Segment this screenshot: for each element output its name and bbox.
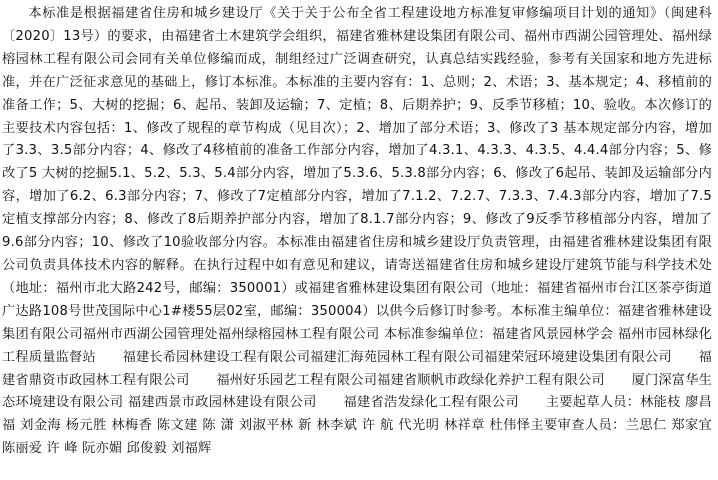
body-paragraph: 本标准是根据福建省住房和城乡建设厅《关于关于公布全省工程建设地方标准复审修编项目计划的通知》（闽建科〔2020〕13号）的要求，由福建省土木建筑学会组织，福建省雅林建设集团有限公司、福州市西湖公园管理处、福州绿榕园林工程有限公司会同有关单位修编而成，制组经过广泛调查研究，认真总结实践经验，参考有关国家和地方先进标准，并在广泛征求意见的基础上，修订本标准。本标准的主要内容有：1、总则；2、术语；3、基本规定；4、移植前的准备工作；5、大树的挖掘；6、起吊、装卸及运输；7、定植；8、后期养护；9、反季节移植；10、验收。本次修订的主要技术内容包括：1、修改了规程的章节构成（见目次）；2、增加了部分术语；3、修改了3 基本规定部分内容，增加了3.3、3.5部分内容；4、修改了4移植前的准备工作部分内容，增加了4.3.1、4.3.3、4.3.5、4.4.4部分内容；5、修改了5 大树的挖掘5.1、5.2、5.3、5.4部分内容，增加了5.3.6、5.3.8部分内容；6、修改了6起吊、装卸及运输部分内容，增加了6.2、6.3部分内容；7、修改了7定植部分内容，增加了7.1.2、7.2.7、7.3.3、7.4.3部分内容，增加了7.5定植支撑部分内容；8、修改了8后期养护部分内容，增加了8.1.7部分内容；9、修改了9反季节移植部分内容，增加了9.6部分内容；10、修改了10验收部分内容。本标准由福建省住房和城乡建设厅负责管理，由福建省雅林建设集团有限公司负责具体技术内容的解释。在执行过程中如有意见和建议，请寄送福建省住房和城乡建设厅建筑节能与科学技术处（地址：福州市北大路242号，邮编：350001）或福建省雅林建设集团有限公司（地址：福建省福州市台江区茶亭街道广达路108号世茂国际中心1#楼55层02室，邮编：350004）以供今后修订时参考。本标准主编单位：福建省雅林建设集团有限公司福州市西湖公园管理处福州绿榕园林工程有限公司 本标准参编单位：福建省风景园林学会 福州市园林绿化工程质量监督站 福建长希园林建设工程有限公司福建汇海苑园林工程有限公司福建荣冠环境建设集团有限公司 福建省鼎资市政园林工程有限公司 福州好乐园艺工程有限公司福建省顺帆市政绿化养护工程有限公司 厦门深富华生态环境建设有限公司 福建西景市政园林建设有限公司 福建省浩发绿化工程有限公司 主要起草人员：林能枝 廖昌福 刘金海 杨元胜 林梅香 陈文建 陈 潇 刘淑平林 新 林李斌 许 航 代光明 林祥章 杜伟怿主要审查人员：兰思仁 郑家宜 陈丽爱 许 峰 阮亦媚 邱俊毅 刘福辉 — [2, 6, 712, 457]
